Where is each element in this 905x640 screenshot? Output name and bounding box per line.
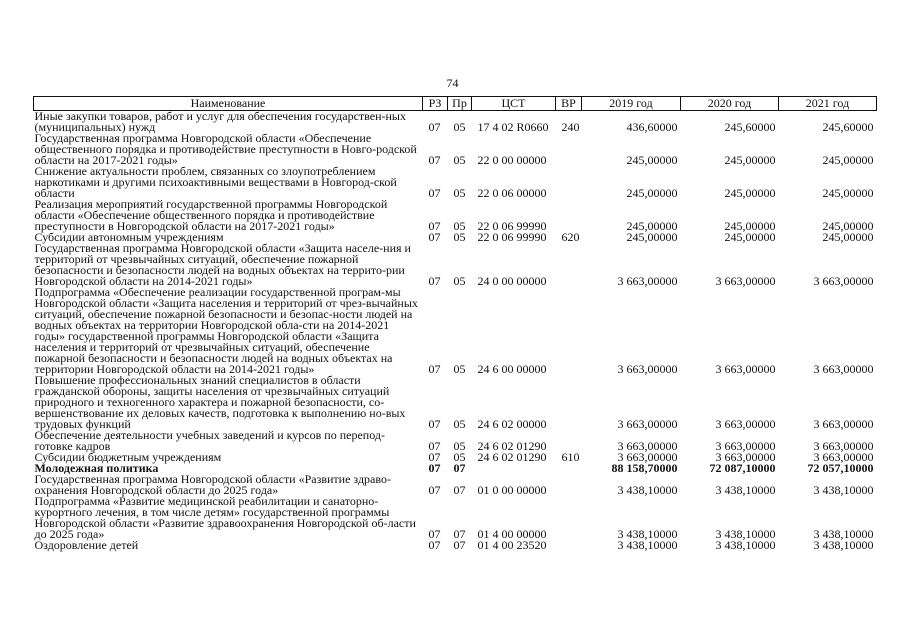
- cell-2020: 3 663,00000: [715, 362, 776, 376]
- cell-2020: 3 663,00000: [715, 439, 776, 453]
- cell-2021: 72 057,10000: [807, 461, 874, 475]
- cell-name: Подпрограмма «Обеспечение реализации государственной програм-мы Новгородской области «Защита населения и территорий от чрез-вычайных ситуаций, обеспечение пожарной безопасности и безопас-ности людей на водных объектах на территории Новгородской обла-сти на 2014-2021 годы» государственной программы Новгородской области «Защита населения и территорий от чрезвычайных ситуаций, обеспечение пожарной безопасности и безопасности людей на водных объектах на территории Новгородской области на 2014-2021 годы»: [34, 285, 418, 376]
- cell-cst: [472, 463, 556, 474]
- cell-pr: 07: [453, 483, 466, 497]
- cell-2020: 3 663,00000: [715, 274, 776, 288]
- cell-2021: 245,00000: [822, 230, 874, 244]
- cell-pr: 05: [453, 186, 466, 200]
- table-row: [34, 287, 877, 375]
- cell-cst: 22 0 06 99990: [477, 219, 547, 233]
- cell-2021: 3 438,10000: [813, 483, 874, 497]
- cell-name: Иные закупки товаров, работ и услуг для обеспечения государствен-ных (муниципальных) нужд: [34, 109, 406, 134]
- cell-rz: 07: [428, 417, 441, 431]
- cell-cst: 24 6 02 00000: [477, 417, 547, 431]
- header-2021: 2021 год: [779, 97, 877, 111]
- cell-rz: 07: [428, 450, 441, 464]
- cell-rz: 07: [428, 274, 441, 288]
- header-2020: 2020 год: [681, 97, 779, 111]
- cell-cst: 24 0 00 00000: [477, 274, 547, 288]
- cell-vr: [556, 463, 582, 474]
- cell-rz: 07: [428, 120, 441, 134]
- cell-rz: 07: [428, 153, 441, 167]
- cell-2019: 245,00000: [626, 219, 678, 233]
- cell-pr: 05: [453, 450, 466, 464]
- header-rz: РЗ: [423, 97, 448, 111]
- cell-name: Государственная программа Новгородской области «Развитие здраво-охранения Новгородской области до 2025 года»: [34, 472, 391, 497]
- cell-2019: 3 663,00000: [617, 417, 678, 431]
- cell-pr: 05: [453, 274, 466, 288]
- cell-pr: 07: [453, 527, 466, 541]
- cell-cst: 22 0 06 99990: [477, 230, 547, 244]
- cell-name: Снижение актуальности проблем, связанных со злоупотреблением наркотиками и другими психоактивными веществами в Новгород-ской области: [34, 164, 397, 200]
- cell-2020: 3 663,00000: [715, 417, 776, 431]
- cell-name: Подпрограмма «Развитие медицинской реабилитации и санаторно-курортного лечения, в том числе детям» государственной программы Новгородской области «Развитие здравоохранения Новгородской об-ласти до 2025 года»: [34, 494, 416, 541]
- cell-pr: 07: [453, 538, 466, 552]
- cell-vr: 240: [561, 120, 580, 134]
- cell-name: Субсидии бюджетным учреждениям: [34, 450, 222, 464]
- cell-cst: 01 4 00 23520: [477, 538, 547, 552]
- cell-vr: [556, 287, 582, 375]
- cell-cst: 24 6 00 00000: [477, 362, 547, 376]
- cell-rz: 07: [428, 527, 441, 541]
- cell-2019: 436,60000: [626, 120, 678, 134]
- cell-2021: 3 663,00000: [813, 362, 874, 376]
- table-row: [34, 540, 877, 551]
- cell-vr: [556, 133, 582, 166]
- header-2019: 2019 год: [582, 97, 681, 111]
- cell-2019: 245,00000: [626, 230, 678, 244]
- cell-2020: 3 438,10000: [715, 527, 776, 541]
- cell-cst: 24 6 02 01290: [477, 439, 547, 453]
- cell-name: Реализация мероприятий государственной программы Новгородской области «Обеспечение общественного порядка и противодействие преступности в Новгородской области на 2017-2021 годы»: [34, 197, 388, 233]
- cell-cst: 17 4 02 R0660: [477, 120, 549, 134]
- cell-rz: 07: [428, 362, 441, 376]
- cell-2021: 3 663,00000: [813, 439, 874, 453]
- cell-2020: 245,00000: [724, 230, 776, 244]
- cell-pr: 05: [453, 417, 466, 431]
- cell-name: Государственная программа Новгородской области «Защита населе-ния и территорий от чрезвычайных ситуаций, обеспечение пожарной безопасности и безопасности людей на водных объектах на террито-рии Новгородской области на 2014-2021 годы»: [34, 241, 411, 288]
- cell-2020: 245,00000: [724, 153, 776, 167]
- table-row: [34, 111, 877, 134]
- table-row: [34, 496, 877, 540]
- cell-vr: [556, 375, 582, 430]
- cell-2021: 3 438,10000: [813, 527, 874, 541]
- cell-pr: 05: [453, 230, 466, 244]
- cell-2021: 245,00000: [822, 186, 874, 200]
- cell-vr: [556, 474, 582, 496]
- table-row: [34, 166, 877, 199]
- cell-2019: 3 438,10000: [617, 483, 678, 497]
- cell-name: Субсидии автономным учреждениям: [34, 230, 224, 244]
- cell-vr: 610: [561, 450, 580, 464]
- cell-2021: 3 663,00000: [813, 417, 874, 431]
- cell-2021: 3 438,10000: [813, 538, 874, 552]
- cell-pr: 05: [453, 219, 466, 233]
- cell-name: Государственная программа Новгородской области «Обеспечение общественного порядка и противодействие преступности в Новго-родской области на 2017-2021 годы»: [34, 131, 417, 167]
- cell-rz: 07: [428, 461, 441, 475]
- cell-pr: 05: [453, 439, 466, 453]
- cell-cst: 22 0 06 00000: [477, 186, 547, 200]
- cell-vr: [556, 496, 582, 540]
- cell-2019: 3 438,10000: [617, 538, 678, 552]
- table-row: [34, 474, 877, 496]
- cell-vr: [556, 540, 582, 551]
- header-name: Наименование: [34, 97, 423, 111]
- cell-2021: 245,60000: [822, 120, 874, 134]
- cell-2021: 245,00000: [822, 219, 874, 233]
- cell-name: Оздоровление детей: [34, 538, 139, 552]
- cell-2019: 3 663,00000: [617, 362, 678, 376]
- cell-name: Молодежная политика: [34, 461, 159, 475]
- page-number: 74: [446, 76, 459, 90]
- cell-rz: 07: [428, 538, 441, 552]
- cell-cst: 24 6 02 01290: [477, 450, 547, 464]
- cell-pr: 05: [453, 362, 466, 376]
- cell-2021: 3 663,00000: [813, 274, 874, 288]
- cell-2020: 3 438,10000: [715, 538, 776, 552]
- cell-vr: [556, 199, 582, 232]
- cell-cst: 01 4 00 00000: [477, 527, 547, 541]
- cell-pr: 05: [453, 120, 466, 134]
- table-row: [34, 243, 877, 287]
- cell-2020: 245,00000: [724, 186, 776, 200]
- cell-2019: 245,00000: [626, 153, 678, 167]
- cell-name: Повышение профессиональных знаний специалистов в области гражданской обороны, защиты населения от чрезвычайных ситуаций природного и техногенного характера и пожарной безопасности, со-вершенствование их деловых качеств, подготовка к выполнению но-вых трудовых функций: [34, 373, 406, 431]
- budget-table: [33, 96, 877, 551]
- table-row: [34, 199, 877, 232]
- cell-pr: 05: [453, 153, 466, 167]
- cell-pr: 07: [453, 461, 466, 475]
- cell-rz: 07: [428, 483, 441, 497]
- cell-rz: 07: [428, 439, 441, 453]
- table-row: [34, 430, 877, 452]
- cell-2020: 72 087,10000: [709, 461, 776, 475]
- cell-vr: [556, 430, 582, 452]
- cell-2019: 3 663,00000: [617, 274, 678, 288]
- cell-2019: 3 663,00000: [617, 439, 678, 453]
- cell-2019: 3 663,00000: [617, 450, 678, 464]
- table-body: [34, 111, 877, 552]
- cell-2019: 88 158,70000: [611, 461, 678, 475]
- cell-2019: 3 438,10000: [617, 527, 678, 541]
- cell-2021: 3 663,00000: [813, 450, 874, 464]
- cell-vr: 620: [561, 230, 580, 244]
- header-pr: Пр: [448, 97, 472, 111]
- cell-cst: 01 0 00 00000: [477, 483, 547, 497]
- cell-rz: 07: [428, 230, 441, 244]
- table-row: [34, 133, 877, 166]
- cell-vr: [556, 166, 582, 199]
- cell-cst: 22 0 00 00000: [477, 153, 547, 167]
- header-vr: ВР: [556, 97, 582, 111]
- cell-vr: [556, 243, 582, 287]
- table-row: [34, 375, 877, 430]
- cell-2021: 245,00000: [822, 153, 874, 167]
- cell-2020: 3 438,10000: [715, 483, 776, 497]
- cell-rz: 07: [428, 219, 441, 233]
- cell-rz: 07: [428, 186, 441, 200]
- cell-2020: 3 663,00000: [715, 450, 776, 464]
- header-cst: ЦСТ: [472, 97, 556, 111]
- cell-name: Обеспечение деятельности учебных заведений и курсов по перепод-готовке кадров: [34, 428, 385, 453]
- cell-2020: 245,00000: [724, 219, 776, 233]
- cell-2019: 245,00000: [626, 186, 678, 200]
- cell-2020: 245,60000: [724, 120, 776, 134]
